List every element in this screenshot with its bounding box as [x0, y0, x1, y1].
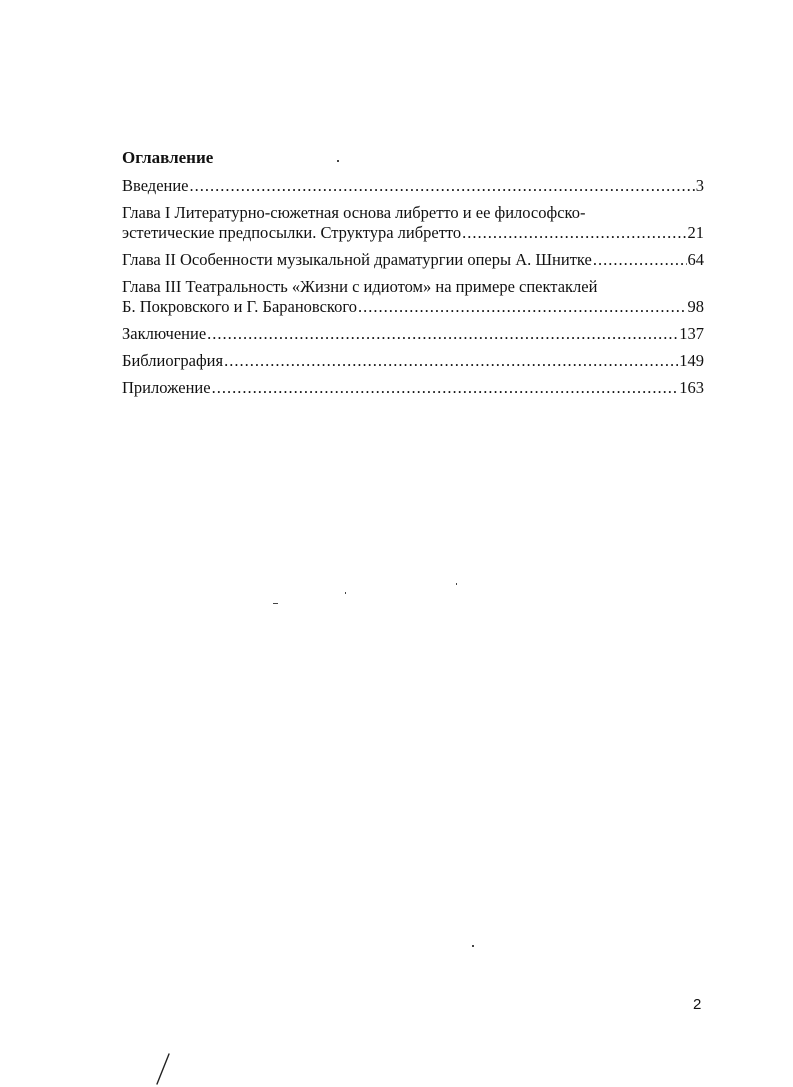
dot-leader — [207, 324, 678, 344]
scan-speck — [456, 583, 457, 585]
toc-entry-page: 163 — [679, 378, 704, 397]
toc-entry-label: Приложение — [122, 378, 211, 397]
dot-leader — [358, 297, 687, 317]
toc-line — [122, 250, 704, 270]
dot-leader — [224, 351, 678, 371]
toc-entry — [122, 324, 704, 344]
dot-leader — [190, 176, 695, 196]
toc-entry-first-line: Глава III Театральность «Жизни с идиотом» на примере спектаклей — [122, 277, 598, 296]
toc-entry — [122, 277, 704, 317]
toc-entry — [122, 250, 704, 270]
toc-entry — [122, 176, 704, 196]
toc-entry-page: 137 — [679, 324, 704, 343]
toc-entry-label: Заключение — [122, 324, 207, 343]
toc-line — [122, 176, 704, 196]
toc-entry-first-line: Глава I Литературно-сюжетная основа либретто и ее философско- — [122, 203, 586, 222]
toc-entry-page: 64 — [687, 250, 704, 269]
toc-entry — [122, 378, 704, 398]
toc-entry-page: 21 — [687, 223, 704, 242]
toc-line — [122, 324, 704, 344]
dot-leader — [462, 223, 686, 243]
scan-speck — [273, 603, 278, 604]
dot-leader — [593, 250, 687, 270]
scan-speck — [472, 945, 474, 947]
toc-entry-label: эстетические предпосылки. Структура либретто — [122, 223, 462, 242]
toc-entry — [122, 203, 704, 243]
toc-line — [122, 378, 704, 398]
toc-line — [122, 223, 704, 243]
toc-entry-label: Библиография — [122, 351, 224, 370]
page-number: 2 — [693, 996, 702, 1013]
toc-entry-page: 3 — [695, 176, 704, 195]
toc-line — [122, 351, 704, 371]
scan-speck — [345, 592, 346, 594]
toc-entry — [122, 351, 704, 371]
pen-stroke-mark — [150, 1050, 174, 1087]
toc-entry-label: Введение — [122, 176, 189, 195]
toc-entry-label: Глава II Особенности музыкальной драматургии оперы А. Шнитке — [122, 250, 592, 269]
dot-leader — [212, 378, 679, 398]
toc-title: Оглавление — [122, 148, 214, 167]
scan-speck — [337, 160, 339, 162]
table-of-contents — [122, 148, 704, 405]
toc-entry-page: 149 — [679, 351, 704, 370]
toc-entry-label: Б. Покровского и Г. Барановского — [122, 297, 357, 316]
toc-entry-page: 98 — [687, 297, 704, 316]
toc-line — [122, 297, 704, 317]
